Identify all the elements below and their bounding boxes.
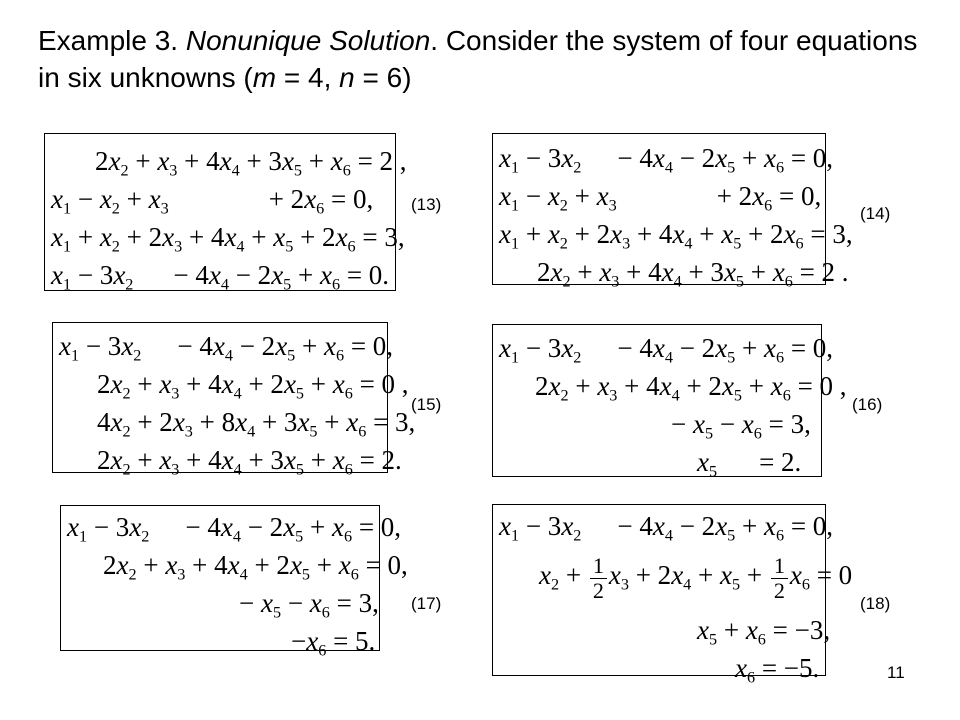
label-18: (18) <box>860 594 891 613</box>
heading-rest: . Consider the system of four equations in six unknowns ( <box>38 25 918 93</box>
equation-system-17: $x_1 - 3x_2 - 4x_4 - 2x_5 + x_6 = 0$, $2x_2 + x_3 + 4x_4 + 2x_5 + x_6 = 0$, − $x_5 - x_6 = 3$, $-x_6 = 5$. <box>60 505 380 651</box>
slide-heading <box>38 22 928 96</box>
label-16: (16) <box>852 395 883 414</box>
heading-n: n <box>339 62 355 93</box>
heading-m-eq: = 4, <box>276 62 340 93</box>
page-number: 11 <box>887 663 905 682</box>
equation-system-15: $x_1 - 3x_2 - 4x_4 - 2x_5 + x_6 = 0$, $2x_2 + x_3 + 4x_4 + 2x_5 + x_6 = 0$ , $4x_2 + 2x_3 + 8x_4 + 3x_5 + x_6 = 3$, $2x_2 + x_3 + 4x_4 + 3x_5 + x_6 = 2$. <box>52 322 388 473</box>
heading-n-eq: = 6) <box>354 62 412 93</box>
label-17: (17) <box>411 594 442 613</box>
label-14: (14) <box>860 204 891 223</box>
equation-system-16: $x_1 - 3x_2 - 4x_4 - 2x_5 + x_6 = 0$, $2x_2 + x_3 + 4x_4 + 2x_5 + x_6 = 0$ , − $x_5 - x_6 = 3$, $x_5 = 2$. <box>492 324 822 477</box>
label-13: (13) <box>411 195 442 214</box>
heading-m: m <box>252 62 277 93</box>
label-15: (15) <box>411 395 442 414</box>
equation-system-18: $x_1 - 3x_2 - 4x_4 - 2x_5 + x_6 = 0$, $x_2$ + $\frac{1}{2}$ $x_3 + 2x_4 + x_5$ + $\frac{1}{2}$ $x_6 = 0$ $x_5 + x_6 = -3$, $x_6 = -5$. <box>492 504 826 676</box>
heading-italic: Nonunique Solution <box>185 25 431 56</box>
equation-system-14: $x_1 - 3x_2 - 4x_4 - 2x_5 + x_6 = 0$, $x_1 - x_2 + x_3 + 2x_6 = 0$, $x_1 + x_2 + 2x_3 + 4x_4 + x_5 + 2x_6 = 3$, $2x_2 + x_3 + 4x_4 + 3x_5 + x_6 = 2$ . <box>492 133 826 285</box>
heading-prefix: Example 3. <box>38 25 186 56</box>
equation-system-13: $2x_2 + x_3 + 4x_4 + 3x_5 + x_6 = 2$ , $x_1 - x_2 + x_3 + 2x_6 = 0$, $x_1 + x_2 + 2x_3 + 4x_4 + x_5 + 2x_6 = 3$, $x_1 - 3x_2 - 4x_4 - 2x_5 + x_6 = 0$. <box>44 133 396 291</box>
